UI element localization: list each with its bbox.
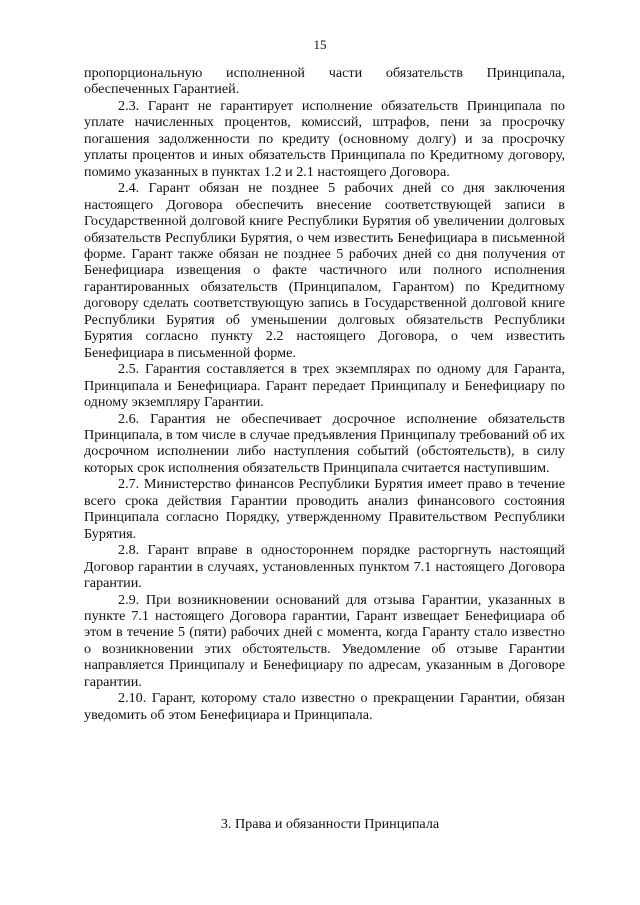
paragraph-2-8: 2.8. Гарант вправе в одностороннем порядке расторгнуть настоящий Договор гарантии в случаях, установленных пунктом 7.1 настоящего Договора гарантии. xyxy=(84,542,565,592)
paragraph-2-5: 2.5. Гарантия составляется в трех экземплярах по одному для Гаранта, Принципала и Бенефициара. Гарант передает Принципалу и Бенефициару по одному экземпляру Гарантии. xyxy=(84,361,565,411)
paragraph-2-7: 2.7. Министерство финансов Республики Бурятия имеет право в течение всего срока действия Гарантии проводить анализ финансового состояния Принципала согласно Порядку, утвержденному Правительством Республики Бурятия. xyxy=(84,476,565,542)
document-body xyxy=(84,65,565,723)
paragraph-continuation: пропорциональную исполненной части обязательств Принципала, обеспеченных Гарантией. xyxy=(84,65,565,98)
paragraph-2-9: 2.9. При возникновении оснований для отзыва Гарантии, указанных в пункте 7.1 настоящего Договора гарантии, Гарант извещает Бенефициара об этом в течение 5 (пяти) рабочих дней с момента, когда Гаранту стало известно о возникновении этих обстоятельств. Уведомление об отзыве Гарантии направляется Принципалу и Бенефициару по адресам, указанным в Договоре гарантии. xyxy=(84,591,565,690)
paragraph-2-10: 2.10. Гарант, которому стало известно о прекращении Гарантии, обязан уведомить об этом Бенефициара и Принципала. xyxy=(84,690,565,723)
section-heading: 3. Права и обязанности Принципала xyxy=(220,816,440,832)
page-number: 15 xyxy=(313,37,327,52)
paragraph-2-4: 2.4. Гарант обязан не позднее 5 рабочих дней со дня заключения настоящего Договора обеспечить внесение соответствующей записи в Государственной долговой книге Республики Бурятия об увеличении долговых обязательств Республики Бурятия, о чем известить Бенефициара в письменной форме. Гарант также обязан не позднее 5 рабочих дней со дня получения от Бенефициара извещения о факте частичного или полного исполнения гарантированных обязательств (Принципалом, Гарантом) по Кредитному договору сделать соответствующую запись в Государственной долговой книге Республики Бурятия об уменьшении долговых обязательств Республики Бурятия согласно пункту 2.2 настоящего Договора, о чем известить Бенефициара в письменной форме. xyxy=(84,180,565,361)
paragraph-2-3: 2.3. Гарант не гарантирует исполнение обязательств Принципала по уплате начисленных процентов, комиссий, штрафов, пени за просрочку погашения задолженности по кредиту (основному долгу) и за просрочку уплаты процентов и иных обязательств Принципала по Кредитному договору, помимо указанных в пунктах 1.2 и 2.1 настоящего Договора. xyxy=(84,97,565,180)
paragraph-2-6: 2.6. Гарантия не обеспечивает досрочное исполнение обязательств Принципала, в том числе в случае предъявления Принципалу требований об их досрочном исполнении либо наступления событий (обстоятельств), в силу которых срок исполнения обязательств Принципала считается наступившим. xyxy=(84,410,565,476)
